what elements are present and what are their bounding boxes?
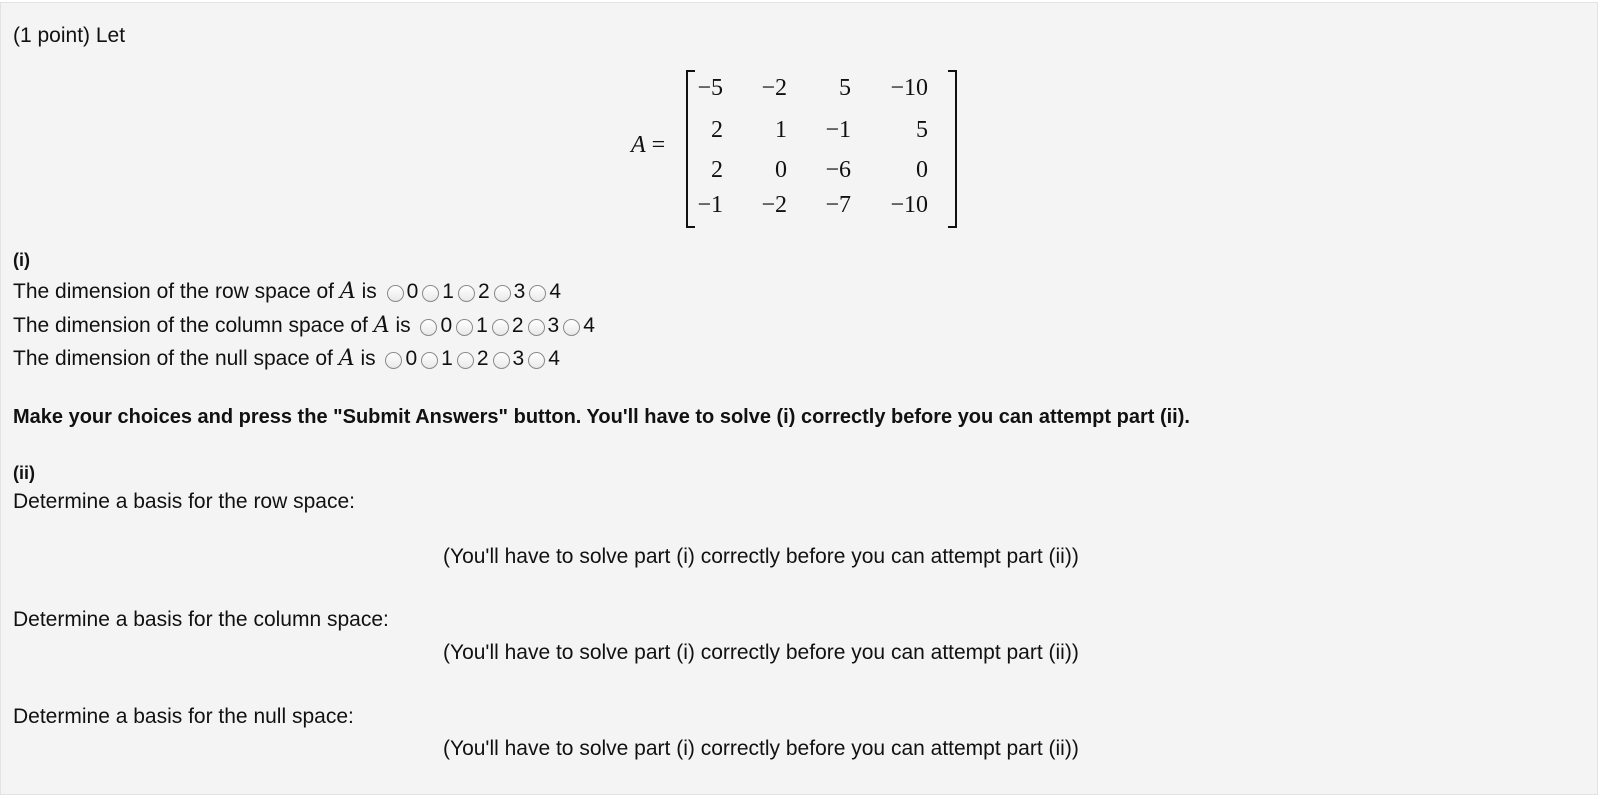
matrix-cell: 1 xyxy=(775,117,787,143)
radio-label: 0 xyxy=(406,280,419,303)
matrix-cell: 0 xyxy=(775,157,787,183)
null-space-basis-prompt: Determine a basis for the null space: xyxy=(13,705,354,728)
matrix-variable: A xyxy=(339,279,356,304)
matrix-cell: −1 xyxy=(697,192,723,218)
row-space-basis-note: (You'll have to solve part (i) correctly before you can attempt part (ii)) xyxy=(443,545,1079,568)
radio-group-column-space xyxy=(416,314,594,338)
radio-button[interactable] xyxy=(420,319,437,336)
radio-button[interactable] xyxy=(563,319,580,336)
radio-option[interactable] xyxy=(489,347,525,371)
matrix-right-bracket xyxy=(948,70,957,228)
radio-option[interactable] xyxy=(490,280,526,304)
part-ii-heading: (ii) xyxy=(13,463,35,483)
problem-intro: (1 point) Let xyxy=(13,24,126,47)
radio-button[interactable] xyxy=(456,319,473,336)
radio-group-null-space xyxy=(381,347,559,371)
submit-instruction: Make your choices and press the "Submit Answers" button. You'll have to solve (i) correctly before you can attempt part (ii). xyxy=(13,406,1190,428)
radio-option[interactable] xyxy=(488,314,524,338)
radio-label: 2 xyxy=(476,347,489,370)
matrix-cell: 0 xyxy=(916,157,928,183)
radio-button[interactable] xyxy=(492,319,509,336)
column-space-basis-note: (You'll have to solve part (i) correctly before you can attempt part (ii)) xyxy=(443,641,1079,664)
radio-option[interactable] xyxy=(524,314,560,338)
radio-button[interactable] xyxy=(385,352,402,369)
radio-button[interactable] xyxy=(421,352,438,369)
row-space-basis-prompt: Determine a basis for the row space: xyxy=(13,490,355,513)
radio-option[interactable] xyxy=(559,314,595,338)
radio-label: 2 xyxy=(511,314,524,337)
question-text: The dimension of the row space of xyxy=(13,280,335,303)
matrix-variable: A xyxy=(338,346,355,371)
radio-option[interactable] xyxy=(418,280,454,304)
radio-label: 1 xyxy=(442,280,454,303)
radio-label: 0 xyxy=(405,347,418,370)
matrix-equals: = xyxy=(651,132,666,158)
question-text: is xyxy=(361,280,377,303)
radio-option[interactable] xyxy=(454,280,490,304)
part-i-heading: (i) xyxy=(13,250,30,270)
matrix-label xyxy=(631,131,665,159)
matrix-cell: −10 xyxy=(890,75,928,101)
radio-label: 3 xyxy=(513,280,526,303)
column-space-basis-prompt: Determine a basis for the column space: xyxy=(13,608,389,631)
radio-option[interactable] xyxy=(381,347,417,371)
question-null-space xyxy=(13,347,560,371)
matrix-cell: −6 xyxy=(825,157,851,183)
radio-option[interactable] xyxy=(416,314,452,338)
matrix-variable: A xyxy=(631,132,646,158)
matrix-cell: −2 xyxy=(761,192,787,218)
radio-button[interactable] xyxy=(528,319,545,336)
question-text: The dimension of the column space of xyxy=(13,314,368,337)
question-column-space xyxy=(13,314,595,338)
radio-button[interactable] xyxy=(494,285,511,302)
matrix-A xyxy=(686,70,957,226)
radio-button[interactable] xyxy=(387,285,404,302)
question-text: is xyxy=(395,314,411,337)
matrix-cell: −2 xyxy=(761,75,787,101)
radio-label: 4 xyxy=(549,280,562,303)
radio-option[interactable] xyxy=(383,280,419,304)
radio-label: 1 xyxy=(476,314,488,337)
radio-button[interactable] xyxy=(493,352,510,369)
matrix-variable: A xyxy=(373,313,390,338)
matrix-cell: −10 xyxy=(890,192,928,218)
radio-label: 3 xyxy=(512,347,525,370)
radio-label: 3 xyxy=(547,314,560,337)
question-text: is xyxy=(360,347,376,370)
radio-option[interactable] xyxy=(524,347,560,371)
matrix-cell: 2 xyxy=(711,157,723,183)
radio-button[interactable] xyxy=(529,285,546,302)
radio-button[interactable] xyxy=(422,285,439,302)
radio-button[interactable] xyxy=(528,352,545,369)
question-row-space xyxy=(13,280,561,304)
radio-button[interactable] xyxy=(457,352,474,369)
radio-group-row-space xyxy=(383,280,561,304)
radio-label: 0 xyxy=(440,314,453,337)
matrix-cell: 5 xyxy=(839,75,851,101)
radio-option[interactable] xyxy=(453,347,489,371)
matrix-cell: −1 xyxy=(825,117,851,143)
matrix-cell: 2 xyxy=(711,117,723,143)
matrix-cell: −5 xyxy=(697,75,723,101)
problem-panel xyxy=(0,2,1598,795)
radio-label: 1 xyxy=(441,347,453,370)
radio-option[interactable] xyxy=(525,280,561,304)
question-text: The dimension of the null space of xyxy=(13,347,333,370)
matrix-cell: 5 xyxy=(916,117,928,143)
matrix-cell: −7 xyxy=(825,192,851,218)
radio-button[interactable] xyxy=(458,285,475,302)
radio-option[interactable] xyxy=(452,314,488,338)
radio-option[interactable] xyxy=(417,347,453,371)
null-space-basis-note: (You'll have to solve part (i) correctly before you can attempt part (ii)) xyxy=(443,737,1079,760)
radio-label: 4 xyxy=(583,314,595,337)
radio-label: 2 xyxy=(477,280,490,303)
matrix-left-bracket xyxy=(686,70,695,228)
radio-label: 4 xyxy=(548,347,560,370)
